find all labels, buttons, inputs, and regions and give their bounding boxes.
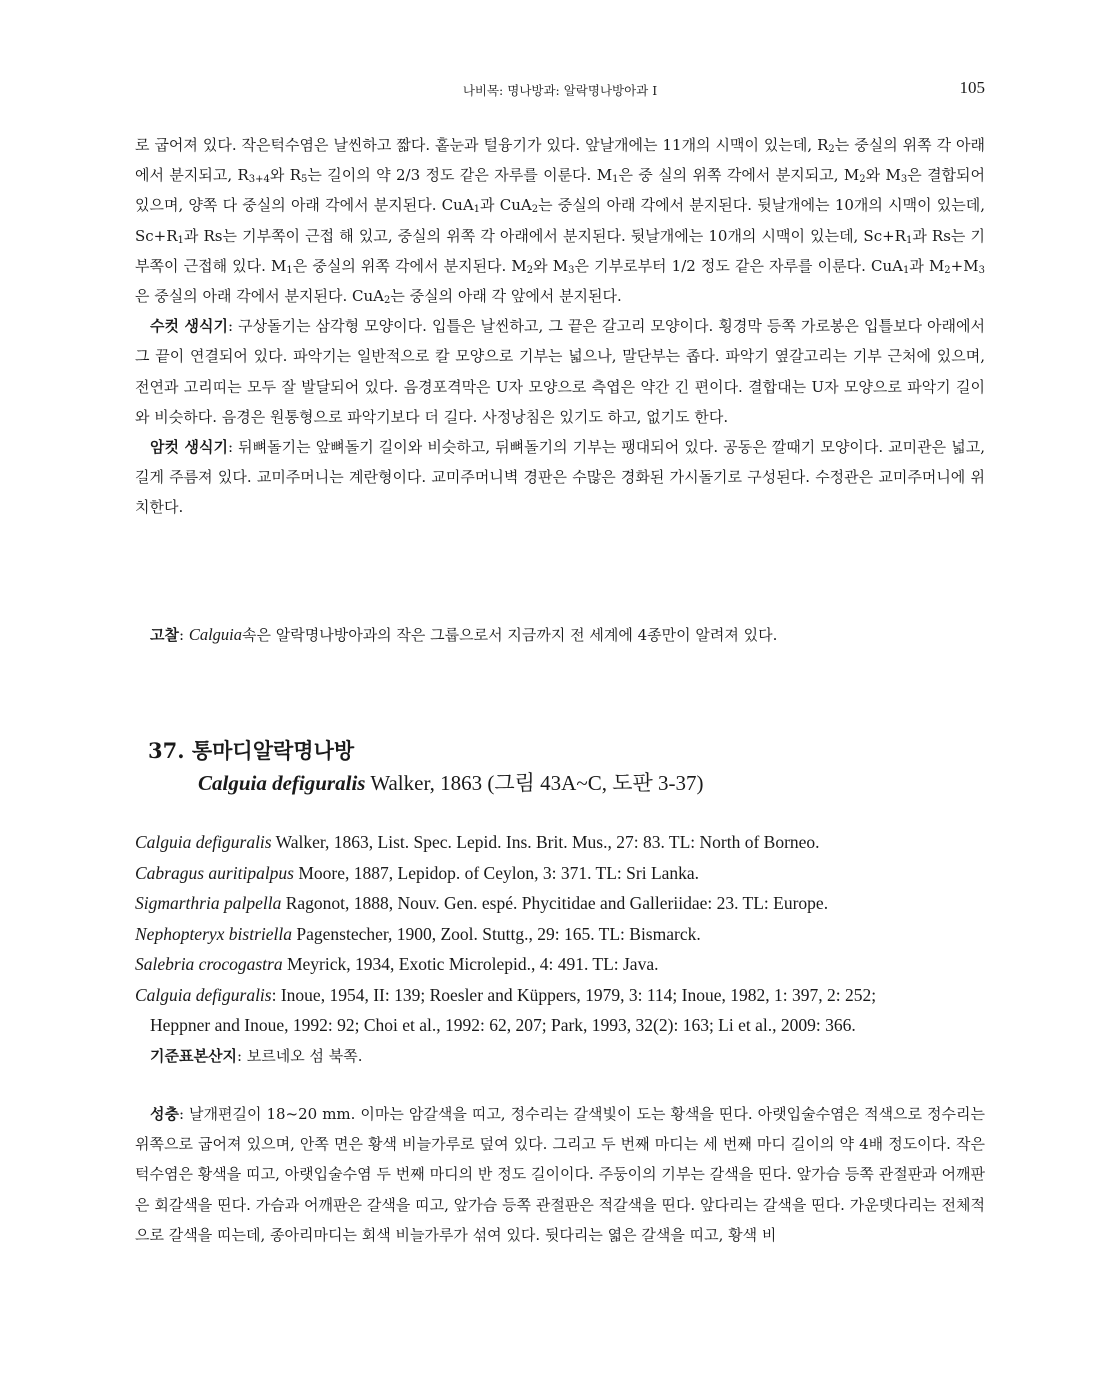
species-number: 37. [148, 738, 185, 763]
text-line: 로 굽어져 있다. 작은턱수염은 날씬하고 짧다. 홑눈과 털융기가 있다. 앞날개에는 11개의 시맥이 있는데, [135, 136, 813, 154]
species-korean-name: 통마디알락명나방 [191, 738, 355, 763]
species-figure-ref: (그림 43A~C, 도판 3-37) [487, 771, 704, 795]
type-locality-label: 기준표본산지 [150, 1046, 237, 1065]
remarks-block [135, 620, 985, 650]
synonym-entry: Cabragus auritipalpus Moore, 1887, Lepidop. of Ceylon, 3: 371. TL: Sri Lanka. [135, 862, 700, 883]
synonymy-list [135, 827, 995, 1071]
running-title: 나비목: 명나방과: 알락명나방아과 I [462, 83, 658, 98]
adult-paragraph [135, 1099, 985, 1250]
remarks-genus: Calguia [188, 625, 242, 644]
female-genitalia-text: : 뒤뼈돌기는 앞뼈돌기 길이와 비슷하고, 뒤뼈돌기의 기부는 팽대되어 있다. 공동은 깔때기 모양이다. 교미관은 넓고, 길게 주름져 있다. 교미주머니는 계란형이다. 교미주머니벽 경판은 수많은 경화된 가시돌기로 구성된다. 수정관은 교미주머니에 위치한다. [135, 438, 985, 517]
synonym-entry: Nephopteryx bistriella Pagenstecher, 1900, Zool. Stuttg., 29: 165. TL: Bismarck. [135, 923, 701, 944]
description-paragraph: 로 굽어져 있다. 작은턱수염은 날씬하고 짧다. 홑눈과 털융기가 있다. 앞날개에는 11개의 시맥이 있는데, $R_2$는 중실의 위쪽 각 아래에서 분지되고, $R_{3+4}$와 $R_5$는 길이의 약 2/3 정도 같은 자루를 이룬다. $M_1$은 중 실의 위쪽 각에서 분지되고, $M_2$와 $M_3$은 결합되어 있으며, 양쪽 다 중실의 아래 각에서 분지된다. CuA$_1$과 CuA$_2$는 중실의 아래 각에서 분지된다. 뒷날개에는 10개의 시맥이 있는데, $Sc+R_1$과 Rs는 기부쪽이 근접 해 있고, 중실의 위쪽 각 아래에서 분지된다. 뒷날개에는 10개의 시맥이 있는데, $Sc+R_1$과 Rs는 기부쪽이 근접해 있다. $M_1$은 중실의 위쪽 각에서 분지된다. $M_2$와 $M_3$은 기부로부터 1/2 정도 같은 자루를 이룬다. CuA$_1$과 $M_2+M_3$은 중실의 아래 각에서 분지된다. CuA$_2$는 중실의 아래 각 앞에서 분지된다. [135, 136, 986, 307]
male-genitalia-label: 수컷 생식기 [150, 317, 228, 336]
adult-text: : 날개편길이 18~20 mm. 이마는 암갈색을 띠고, 정수리는 갈색빛이 도는 황색을 띤다. 아랫입술수염은 적색으로 정수리는 위쪽으로 굽어져 있으며, 안쪽 면은 황색 비늘가루로 덮여 있다. 그리고 두 번째 마디는 세 번째 마디 길이의 약 4배 정도이다. 작은턱수염은 황색을 띠고, 아랫입술수염 두 번째 마디의 반 정도 길이이다. 주둥이의 기부는 갈색을 띤다. 앞가슴 등쪽 관절판과 어깨판은 회갈색을 띤다. 가슴과 어깨판은 갈색을 띠고, 앞가슴 등쪽 관절판은 적갈색을 띤다. 앞다리는 갈색을 띤다. 가운뎃다리는 전체적으로 갈색을 띠는데, 종아리마디는 회색 비늘가루가 섞여 있다. 뒷다리는 엷은 갈색을 띠고, 황색 비 [135, 1105, 985, 1244]
adult-block [135, 1099, 985, 1250]
remarks-paragraph: 고찰: Calguia속은 알락명나방아과의 작은 그룹으로서 지금까지 전 세계에 4종만이 알려져 있다. [150, 625, 778, 644]
adult-label: 성충 [150, 1105, 179, 1123]
female-genitalia-paragraph [135, 432, 985, 523]
type-locality-text: : 보르네오 섬 북쪽. [236, 1046, 363, 1065]
running-header [135, 78, 985, 102]
species-heading [148, 736, 988, 800]
male-genitalia-text: : 구상돌기는 삼각형 모양이다. 입틀은 날씬하고, 그 끝은 갈고리 모양이다. 횡경막 등쪽 가로봉은 입틀보다 아래에서 그 끝이 연결되어 있다. 파악기는 일반적으로 칼 모양으로 기부는 넓으나, 말단부는 좁다. 파악기 옆갈고리는 기부 근처에 있으며, 전연과 고리띠는 모두 잘 발달되어 있다. 음경포격막은 U자 모양으로 측엽은 약간 긴 편이다. 결합대는 U자 모양으로 파악기 길이와 비슷하다. 음경은 원통형으로 파악기보다 더 길다. 사정낭침은 있기도 하고, 없기도 한다. [135, 317, 985, 426]
synonym-entry: Salebria crocogastra Meyrick, 1934, Exotic Microlepid., 4: 491. TL: Java. [135, 954, 659, 974]
page-number: 105 [959, 78, 985, 97]
male-genitalia-paragraph [135, 311, 985, 432]
remarks-label: 고찰 [150, 626, 179, 644]
female-genitalia-label: 암컷 생식기 [150, 438, 229, 457]
citation-continuation: Heppner and Inoue, 1992: 92; Choi et al., 1992: 62, 207; Park, 1993, 32(2): 163; Li et al., 2009: 366. [150, 1015, 856, 1035]
synonym-entry: Calguia defiguralis Walker, 1863, List. Spec. Lepid. Ins. Brit. Mus., 27: 83. TL: North of Borneo. [135, 832, 820, 852]
description-block [135, 130, 985, 523]
citation-entry: Calguia defiguralis: Inoue, 1954, II: 139; Roesler and Küppers, 1979, 3: 114; Inoue, 1982, 1: 397, 2: 252; [135, 984, 877, 1005]
synonym-entry: Sigmarthria palpella Ragonot, 1888, Nouv. Gen. espé. Phycitidae and Galleriidae: 23. TL: Europe. [135, 893, 829, 913]
remarks-text: 속은 알락명나방아과의 작은 그룹으로서 지금까지 전 세계에 4종만이 알려져 있다. [242, 626, 778, 644]
species-scientific-name: Calguia defiguralis [198, 771, 366, 795]
type-locality [135, 1041, 995, 1072]
species-author: Walker, 1863 [370, 771, 483, 795]
